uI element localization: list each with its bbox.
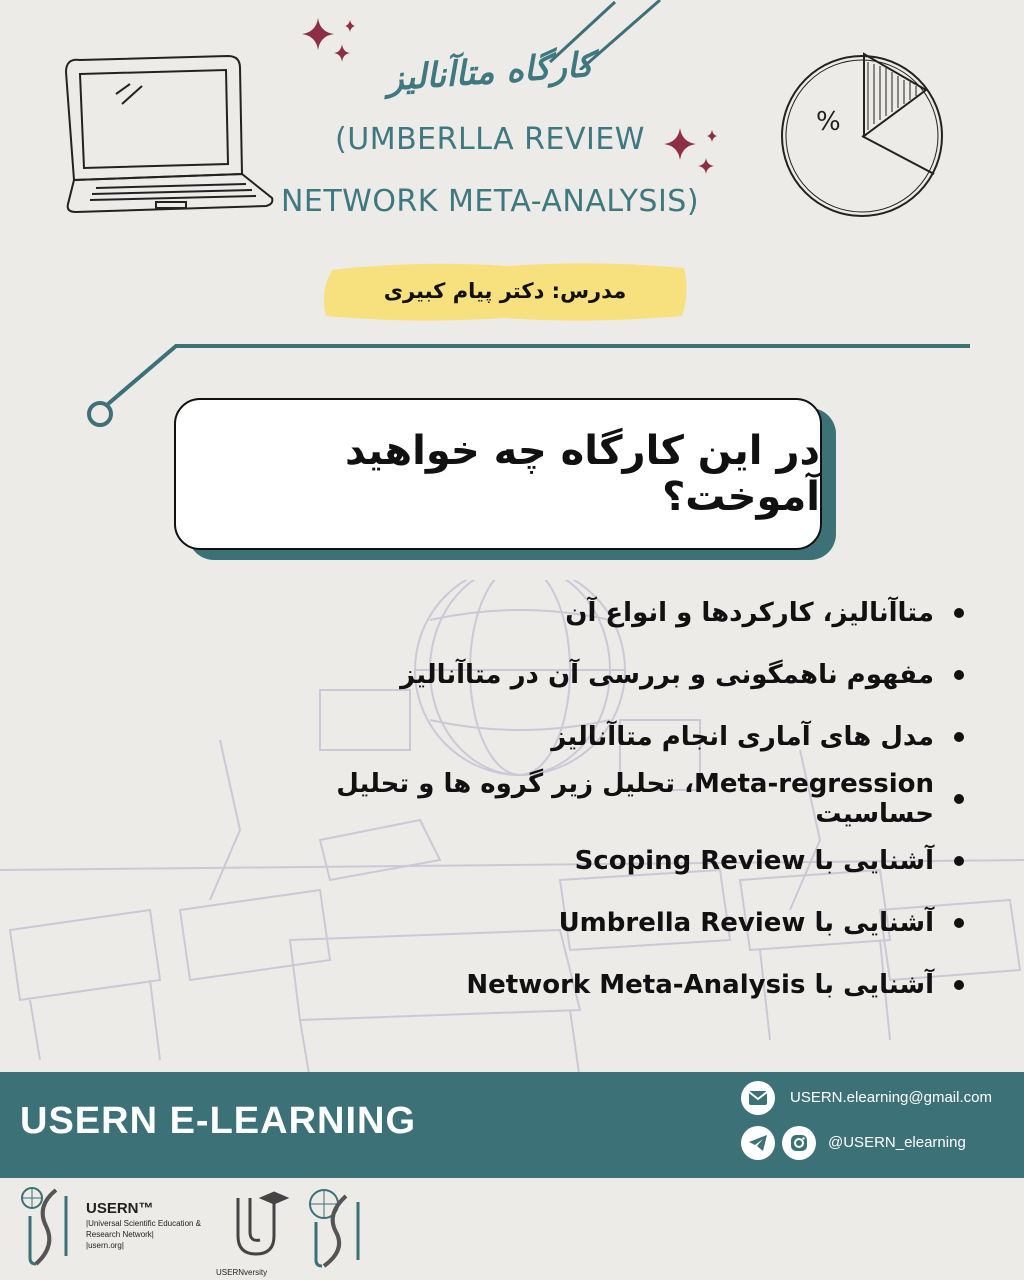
- email-address[interactable]: USERN.elearning@gmail.com: [790, 1089, 992, 1106]
- bullet-icon: [954, 794, 964, 804]
- brand-title: USERN E-LEARNING: [20, 1100, 417, 1142]
- topic-text: مدل های آماری انجام متاآنالیز: [551, 722, 934, 752]
- pie-chart-illustration: [776, 50, 948, 222]
- question-box: [174, 398, 822, 550]
- bullet-icon: [954, 732, 964, 742]
- instructor-name: مدرس: دکتر پیام کبیری: [383, 279, 627, 303]
- usern-tagline-2: Research Network|: [86, 1230, 154, 1239]
- list-item: [230, 644, 990, 706]
- workshop-title-fa: کارگاه متاآنالیز: [385, 44, 595, 100]
- workshop-title-en-line1: (UMBERLLA REVIEW: [335, 122, 645, 157]
- list-item: [230, 706, 990, 768]
- email-icon[interactable]: [741, 1081, 775, 1115]
- bullet-icon: [954, 918, 964, 928]
- usernversity-label: USERNversity: [216, 1268, 268, 1277]
- list-item: [230, 768, 990, 830]
- list-item: [230, 954, 990, 1016]
- topic-text: مفهوم ناهمگونی و بررسی آن در متاآنالیز: [400, 660, 934, 690]
- usern-website: |usern.org|: [86, 1241, 124, 1250]
- topic-text: متاآنالیز، کارکردها و انواع آن: [565, 598, 934, 628]
- list-item: [230, 892, 990, 954]
- bullet-icon: [954, 670, 964, 680]
- question-heading: در این کارگاه چه خواهید آموخت؟: [344, 428, 820, 520]
- sparkle-icon: [296, 14, 366, 84]
- bullet-icon: [954, 856, 964, 866]
- list-item: [230, 830, 990, 892]
- usern-logo: [16, 1186, 82, 1268]
- workshop-title-en-line2: NETWORK META-ANALYSIS): [280, 184, 700, 219]
- usernversity-logo: [230, 1190, 292, 1262]
- instagram-icon[interactable]: [782, 1126, 816, 1160]
- topic-text: آشنایی با Scoping Review: [574, 846, 934, 876]
- topic-text: Meta-regression، تحلیل زیر گروه ها و تحلیل حساسیت: [336, 769, 934, 829]
- bullet-icon: [954, 980, 964, 990]
- instructor-badge: [318, 258, 692, 324]
- topic-text: آشنایی با Network Meta-Analysis: [466, 970, 934, 1000]
- list-item: [230, 582, 990, 644]
- telegram-icon[interactable]: [741, 1126, 775, 1160]
- usern-name: USERN™: [86, 1200, 154, 1217]
- usern-emblem-logo: [300, 1186, 370, 1270]
- bullet-icon: [954, 608, 964, 618]
- pie-percent-label: %: [816, 107, 841, 137]
- laptop-illustration: [56, 54, 276, 214]
- usern-tagline-1: |Universal Scientific Education &: [86, 1219, 202, 1228]
- social-handle[interactable]: @USERN_elearning: [828, 1134, 966, 1151]
- topic-text: آشنایی با Umbrella Review: [558, 908, 934, 938]
- topics-list: [230, 582, 990, 1016]
